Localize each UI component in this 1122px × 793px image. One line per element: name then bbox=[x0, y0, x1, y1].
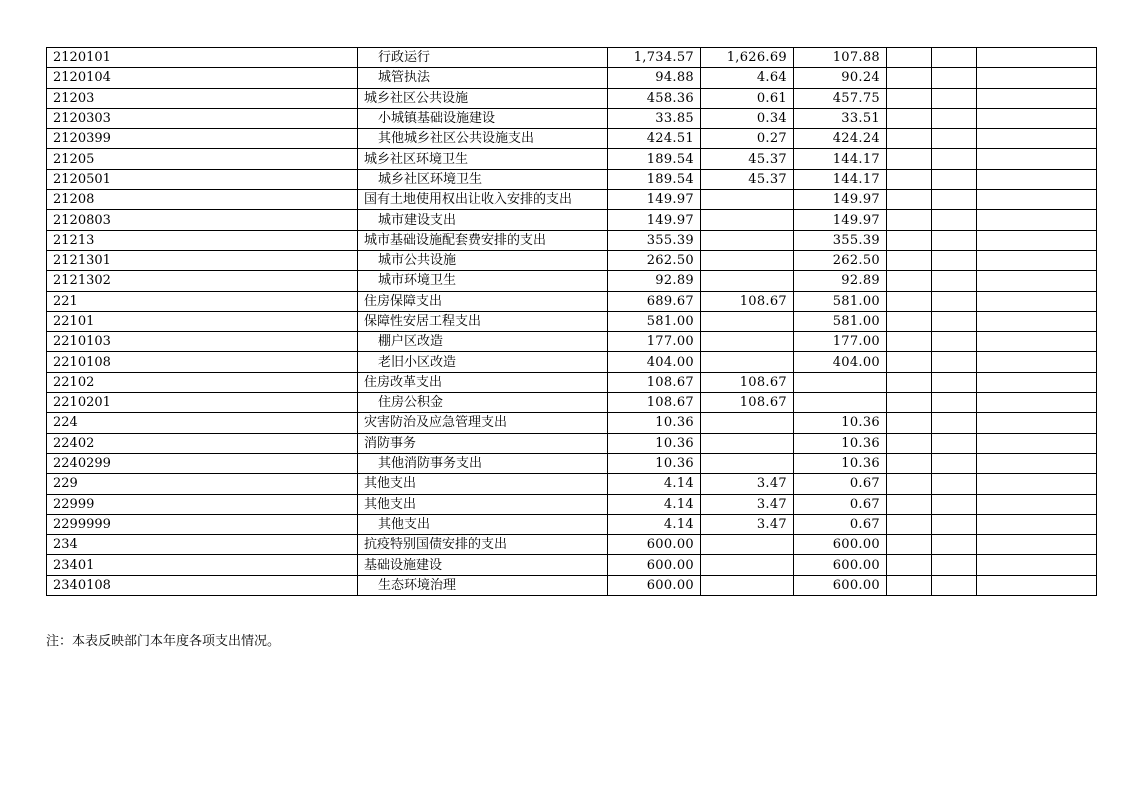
basic-expenditure-cell bbox=[701, 453, 794, 473]
project-expenditure-cell bbox=[794, 372, 887, 392]
empty-cell bbox=[932, 393, 977, 413]
basic-expenditure-cell: 0.27 bbox=[701, 129, 794, 149]
empty-cell bbox=[887, 190, 932, 210]
subject-name-cell: 住房改革支出 bbox=[358, 372, 608, 392]
basic-expenditure-cell bbox=[701, 271, 794, 291]
basic-expenditure-cell: 3.47 bbox=[701, 514, 794, 534]
empty-cell bbox=[932, 474, 977, 494]
subject-code-cell: 22402 bbox=[47, 433, 358, 453]
subject-name-cell: 城乡社区环境卫生 bbox=[358, 149, 608, 169]
empty-cell bbox=[932, 453, 977, 473]
project-expenditure-cell: 10.36 bbox=[794, 413, 887, 433]
total-amount-cell: 33.85 bbox=[608, 108, 701, 128]
total-amount-cell: 424.51 bbox=[608, 129, 701, 149]
empty-cell bbox=[932, 413, 977, 433]
table-row bbox=[47, 453, 1097, 473]
empty-cell bbox=[887, 535, 932, 555]
subject-name-cell: 其他支出 bbox=[358, 494, 608, 514]
empty-cell bbox=[887, 372, 932, 392]
project-expenditure-cell: 457.75 bbox=[794, 88, 887, 108]
basic-expenditure-cell bbox=[701, 575, 794, 595]
empty-cell bbox=[932, 230, 977, 250]
empty-cell bbox=[887, 453, 932, 473]
table-row bbox=[47, 169, 1097, 189]
basic-expenditure-cell: 0.34 bbox=[701, 108, 794, 128]
empty-cell bbox=[887, 332, 932, 352]
empty-cell bbox=[977, 210, 1097, 230]
subject-code-cell: 22999 bbox=[47, 494, 358, 514]
subject-code-cell: 2121302 bbox=[47, 271, 358, 291]
total-amount-cell: 177.00 bbox=[608, 332, 701, 352]
empty-cell bbox=[932, 271, 977, 291]
empty-cell bbox=[977, 352, 1097, 372]
basic-expenditure-cell: 45.37 bbox=[701, 149, 794, 169]
subject-code-cell: 2210108 bbox=[47, 352, 358, 372]
empty-cell bbox=[932, 514, 977, 534]
subject-name-cell: 小城镇基础设施建设 bbox=[358, 108, 608, 128]
subject-name-cell: 城乡社区环境卫生 bbox=[358, 169, 608, 189]
subject-code-cell: 21213 bbox=[47, 230, 358, 250]
empty-cell bbox=[977, 393, 1097, 413]
total-amount-cell: 92.89 bbox=[608, 271, 701, 291]
subject-code-cell: 2120104 bbox=[47, 68, 358, 88]
project-expenditure-cell: 262.50 bbox=[794, 250, 887, 270]
total-amount-cell: 149.97 bbox=[608, 210, 701, 230]
basic-expenditure-cell bbox=[701, 311, 794, 331]
table-row bbox=[47, 494, 1097, 514]
table-row bbox=[47, 250, 1097, 270]
table-row bbox=[47, 535, 1097, 555]
basic-expenditure-cell: 3.47 bbox=[701, 494, 794, 514]
subject-code-cell: 229 bbox=[47, 474, 358, 494]
total-amount-cell: 355.39 bbox=[608, 230, 701, 250]
total-amount-cell: 600.00 bbox=[608, 555, 701, 575]
project-expenditure-cell: 10.36 bbox=[794, 453, 887, 473]
empty-cell bbox=[977, 535, 1097, 555]
total-amount-cell: 600.00 bbox=[608, 575, 701, 595]
empty-cell bbox=[977, 555, 1097, 575]
table-row bbox=[47, 514, 1097, 534]
basic-expenditure-cell bbox=[701, 190, 794, 210]
basic-expenditure-cell bbox=[701, 413, 794, 433]
table-row bbox=[47, 149, 1097, 169]
subject-name-cell: 住房保障支出 bbox=[358, 291, 608, 311]
empty-cell bbox=[977, 250, 1097, 270]
empty-cell bbox=[932, 129, 977, 149]
subject-name-cell: 城管执法 bbox=[358, 68, 608, 88]
subject-code-cell: 2120303 bbox=[47, 108, 358, 128]
empty-cell bbox=[932, 494, 977, 514]
empty-cell bbox=[887, 433, 932, 453]
empty-cell bbox=[977, 68, 1097, 88]
empty-cell bbox=[932, 169, 977, 189]
subject-name-cell: 行政运行 bbox=[358, 48, 608, 68]
empty-cell bbox=[977, 149, 1097, 169]
total-amount-cell: 600.00 bbox=[608, 535, 701, 555]
empty-cell bbox=[977, 433, 1097, 453]
project-expenditure-cell: 92.89 bbox=[794, 271, 887, 291]
table-row bbox=[47, 332, 1097, 352]
empty-cell bbox=[977, 332, 1097, 352]
subject-name-cell: 灾害防治及应急管理支出 bbox=[358, 413, 608, 433]
table-row bbox=[47, 190, 1097, 210]
project-expenditure-cell: 10.36 bbox=[794, 433, 887, 453]
subject-code-cell: 23401 bbox=[47, 555, 358, 575]
table-row bbox=[47, 108, 1097, 128]
subject-code-cell: 2240299 bbox=[47, 453, 358, 473]
total-amount-cell: 10.36 bbox=[608, 453, 701, 473]
empty-cell bbox=[887, 393, 932, 413]
total-amount-cell: 262.50 bbox=[608, 250, 701, 270]
empty-cell bbox=[977, 453, 1097, 473]
project-expenditure-cell: 424.24 bbox=[794, 129, 887, 149]
empty-cell bbox=[977, 413, 1097, 433]
table-row bbox=[47, 291, 1097, 311]
empty-cell bbox=[932, 68, 977, 88]
subject-name-cell: 其他支出 bbox=[358, 474, 608, 494]
empty-cell bbox=[887, 494, 932, 514]
total-amount-cell: 581.00 bbox=[608, 311, 701, 331]
basic-expenditure-cell bbox=[701, 332, 794, 352]
table-row bbox=[47, 575, 1097, 595]
empty-cell bbox=[977, 372, 1097, 392]
empty-cell bbox=[887, 291, 932, 311]
budget-sheet bbox=[46, 47, 1097, 596]
project-expenditure-cell: 600.00 bbox=[794, 535, 887, 555]
basic-expenditure-cell bbox=[701, 352, 794, 372]
subject-name-cell: 国有土地使用权出让收入安排的支出 bbox=[358, 190, 608, 210]
subject-code-cell: 234 bbox=[47, 535, 358, 555]
subject-name-cell: 消防事务 bbox=[358, 433, 608, 453]
project-expenditure-cell: 581.00 bbox=[794, 291, 887, 311]
empty-cell bbox=[932, 108, 977, 128]
empty-cell bbox=[932, 535, 977, 555]
subject-code-cell: 21205 bbox=[47, 149, 358, 169]
project-expenditure-cell: 107.88 bbox=[794, 48, 887, 68]
subject-code-cell: 21208 bbox=[47, 190, 358, 210]
empty-cell bbox=[932, 575, 977, 595]
subject-code-cell: 2120101 bbox=[47, 48, 358, 68]
project-expenditure-cell: 177.00 bbox=[794, 332, 887, 352]
basic-expenditure-cell: 108.67 bbox=[701, 372, 794, 392]
subject-name-cell: 基础设施建设 bbox=[358, 555, 608, 575]
empty-cell bbox=[932, 250, 977, 270]
empty-cell bbox=[977, 575, 1097, 595]
empty-cell bbox=[932, 433, 977, 453]
project-expenditure-cell: 0.67 bbox=[794, 514, 887, 534]
empty-cell bbox=[977, 474, 1097, 494]
empty-cell bbox=[932, 88, 977, 108]
empty-cell bbox=[977, 129, 1097, 149]
table-row bbox=[47, 372, 1097, 392]
project-expenditure-cell: 600.00 bbox=[794, 575, 887, 595]
total-amount-cell: 689.67 bbox=[608, 291, 701, 311]
subject-code-cell: 2340108 bbox=[47, 575, 358, 595]
empty-cell bbox=[977, 88, 1097, 108]
subject-code-cell: 2299999 bbox=[47, 514, 358, 534]
subject-name-cell: 城市建设支出 bbox=[358, 210, 608, 230]
empty-cell bbox=[887, 230, 932, 250]
project-expenditure-cell: 404.00 bbox=[794, 352, 887, 372]
project-expenditure-cell: 581.00 bbox=[794, 311, 887, 331]
subject-code-cell: 2210103 bbox=[47, 332, 358, 352]
empty-cell bbox=[932, 210, 977, 230]
empty-cell bbox=[977, 230, 1097, 250]
subject-code-cell: 2120501 bbox=[47, 169, 358, 189]
basic-expenditure-cell: 45.37 bbox=[701, 169, 794, 189]
empty-cell bbox=[887, 555, 932, 575]
total-amount-cell: 1,734.57 bbox=[608, 48, 701, 68]
empty-cell bbox=[887, 169, 932, 189]
basic-expenditure-cell: 4.64 bbox=[701, 68, 794, 88]
empty-cell bbox=[932, 291, 977, 311]
table-row bbox=[47, 311, 1097, 331]
total-amount-cell: 458.36 bbox=[608, 88, 701, 108]
empty-cell bbox=[932, 555, 977, 575]
empty-cell bbox=[887, 575, 932, 595]
empty-cell bbox=[932, 149, 977, 169]
project-expenditure-cell: 355.39 bbox=[794, 230, 887, 250]
empty-cell bbox=[887, 271, 932, 291]
table-row bbox=[47, 68, 1097, 88]
empty-cell bbox=[887, 48, 932, 68]
subject-code-cell: 21203 bbox=[47, 88, 358, 108]
empty-cell bbox=[887, 352, 932, 372]
empty-cell bbox=[932, 332, 977, 352]
project-expenditure-cell bbox=[794, 393, 887, 413]
empty-cell bbox=[887, 129, 932, 149]
empty-cell bbox=[887, 149, 932, 169]
table-row bbox=[47, 129, 1097, 149]
project-expenditure-cell: 149.97 bbox=[794, 210, 887, 230]
basic-expenditure-cell: 108.67 bbox=[701, 291, 794, 311]
table-row bbox=[47, 88, 1097, 108]
project-expenditure-cell: 33.51 bbox=[794, 108, 887, 128]
project-expenditure-cell: 90.24 bbox=[794, 68, 887, 88]
table-row bbox=[47, 433, 1097, 453]
empty-cell bbox=[887, 68, 932, 88]
subject-name-cell: 保障性安居工程支出 bbox=[358, 311, 608, 331]
empty-cell bbox=[887, 88, 932, 108]
empty-cell bbox=[887, 210, 932, 230]
subject-code-cell: 2210201 bbox=[47, 393, 358, 413]
project-expenditure-cell: 600.00 bbox=[794, 555, 887, 575]
total-amount-cell: 10.36 bbox=[608, 413, 701, 433]
subject-name-cell: 其他城乡社区公共设施支出 bbox=[358, 129, 608, 149]
subject-code-cell: 224 bbox=[47, 413, 358, 433]
empty-cell bbox=[932, 372, 977, 392]
empty-cell bbox=[977, 169, 1097, 189]
total-amount-cell: 108.67 bbox=[608, 372, 701, 392]
basic-expenditure-cell bbox=[701, 230, 794, 250]
project-expenditure-cell: 149.97 bbox=[794, 190, 887, 210]
basic-expenditure-cell: 1,626.69 bbox=[701, 48, 794, 68]
basic-expenditure-cell bbox=[701, 433, 794, 453]
basic-expenditure-cell bbox=[701, 210, 794, 230]
table-row bbox=[47, 474, 1097, 494]
project-expenditure-cell: 144.17 bbox=[794, 169, 887, 189]
basic-expenditure-cell: 108.67 bbox=[701, 393, 794, 413]
total-amount-cell: 108.67 bbox=[608, 393, 701, 413]
empty-cell bbox=[887, 474, 932, 494]
subject-name-cell: 生态环境治理 bbox=[358, 575, 608, 595]
table-row bbox=[47, 210, 1097, 230]
basic-expenditure-cell bbox=[701, 555, 794, 575]
subject-name-cell: 抗疫特别国债安排的支出 bbox=[358, 535, 608, 555]
total-amount-cell: 4.14 bbox=[608, 474, 701, 494]
subject-name-cell: 城市公共设施 bbox=[358, 250, 608, 270]
table-row bbox=[47, 413, 1097, 433]
table-note: 注：本表反映部门本年度各项支出情况。 bbox=[46, 634, 281, 649]
subject-name-cell: 城市基础设施配套费安排的支出 bbox=[358, 230, 608, 250]
project-expenditure-cell: 0.67 bbox=[794, 474, 887, 494]
empty-cell bbox=[977, 291, 1097, 311]
table-row bbox=[47, 48, 1097, 68]
table-row bbox=[47, 230, 1097, 250]
subject-code-cell: 221 bbox=[47, 291, 358, 311]
project-expenditure-cell: 144.17 bbox=[794, 149, 887, 169]
empty-cell bbox=[932, 190, 977, 210]
empty-cell bbox=[887, 311, 932, 331]
expenditure-table bbox=[46, 47, 1097, 596]
total-amount-cell: 10.36 bbox=[608, 433, 701, 453]
subject-code-cell: 22101 bbox=[47, 311, 358, 331]
empty-cell bbox=[932, 311, 977, 331]
project-expenditure-cell: 0.67 bbox=[794, 494, 887, 514]
empty-cell bbox=[887, 514, 932, 534]
empty-cell bbox=[977, 311, 1097, 331]
empty-cell bbox=[977, 271, 1097, 291]
empty-cell bbox=[977, 48, 1097, 68]
total-amount-cell: 94.88 bbox=[608, 68, 701, 88]
subject-code-cell: 2120399 bbox=[47, 129, 358, 149]
total-amount-cell: 189.54 bbox=[608, 149, 701, 169]
table-body bbox=[47, 48, 1097, 596]
empty-cell bbox=[887, 108, 932, 128]
table-row bbox=[47, 352, 1097, 372]
empty-cell bbox=[932, 352, 977, 372]
subject-name-cell: 棚户区改造 bbox=[358, 332, 608, 352]
subject-code-cell: 2120803 bbox=[47, 210, 358, 230]
total-amount-cell: 149.97 bbox=[608, 190, 701, 210]
total-amount-cell: 404.00 bbox=[608, 352, 701, 372]
subject-name-cell: 住房公积金 bbox=[358, 393, 608, 413]
subject-name-cell: 老旧小区改造 bbox=[358, 352, 608, 372]
basic-expenditure-cell bbox=[701, 250, 794, 270]
empty-cell bbox=[887, 413, 932, 433]
empty-cell bbox=[977, 514, 1097, 534]
table-row bbox=[47, 271, 1097, 291]
total-amount-cell: 189.54 bbox=[608, 169, 701, 189]
basic-expenditure-cell: 3.47 bbox=[701, 474, 794, 494]
subject-name-cell: 城市环境卫生 bbox=[358, 271, 608, 291]
empty-cell bbox=[977, 108, 1097, 128]
basic-expenditure-cell bbox=[701, 535, 794, 555]
subject-code-cell: 2121301 bbox=[47, 250, 358, 270]
empty-cell bbox=[977, 494, 1097, 514]
empty-cell bbox=[977, 190, 1097, 210]
total-amount-cell: 4.14 bbox=[608, 514, 701, 534]
subject-name-cell: 其他支出 bbox=[358, 514, 608, 534]
empty-cell bbox=[887, 250, 932, 270]
empty-cell bbox=[932, 48, 977, 68]
subject-name-cell: 城乡社区公共设施 bbox=[358, 88, 608, 108]
subject-name-cell: 其他消防事务支出 bbox=[358, 453, 608, 473]
basic-expenditure-cell: 0.61 bbox=[701, 88, 794, 108]
subject-code-cell: 22102 bbox=[47, 372, 358, 392]
table-row bbox=[47, 555, 1097, 575]
total-amount-cell: 4.14 bbox=[608, 494, 701, 514]
table-row bbox=[47, 393, 1097, 413]
